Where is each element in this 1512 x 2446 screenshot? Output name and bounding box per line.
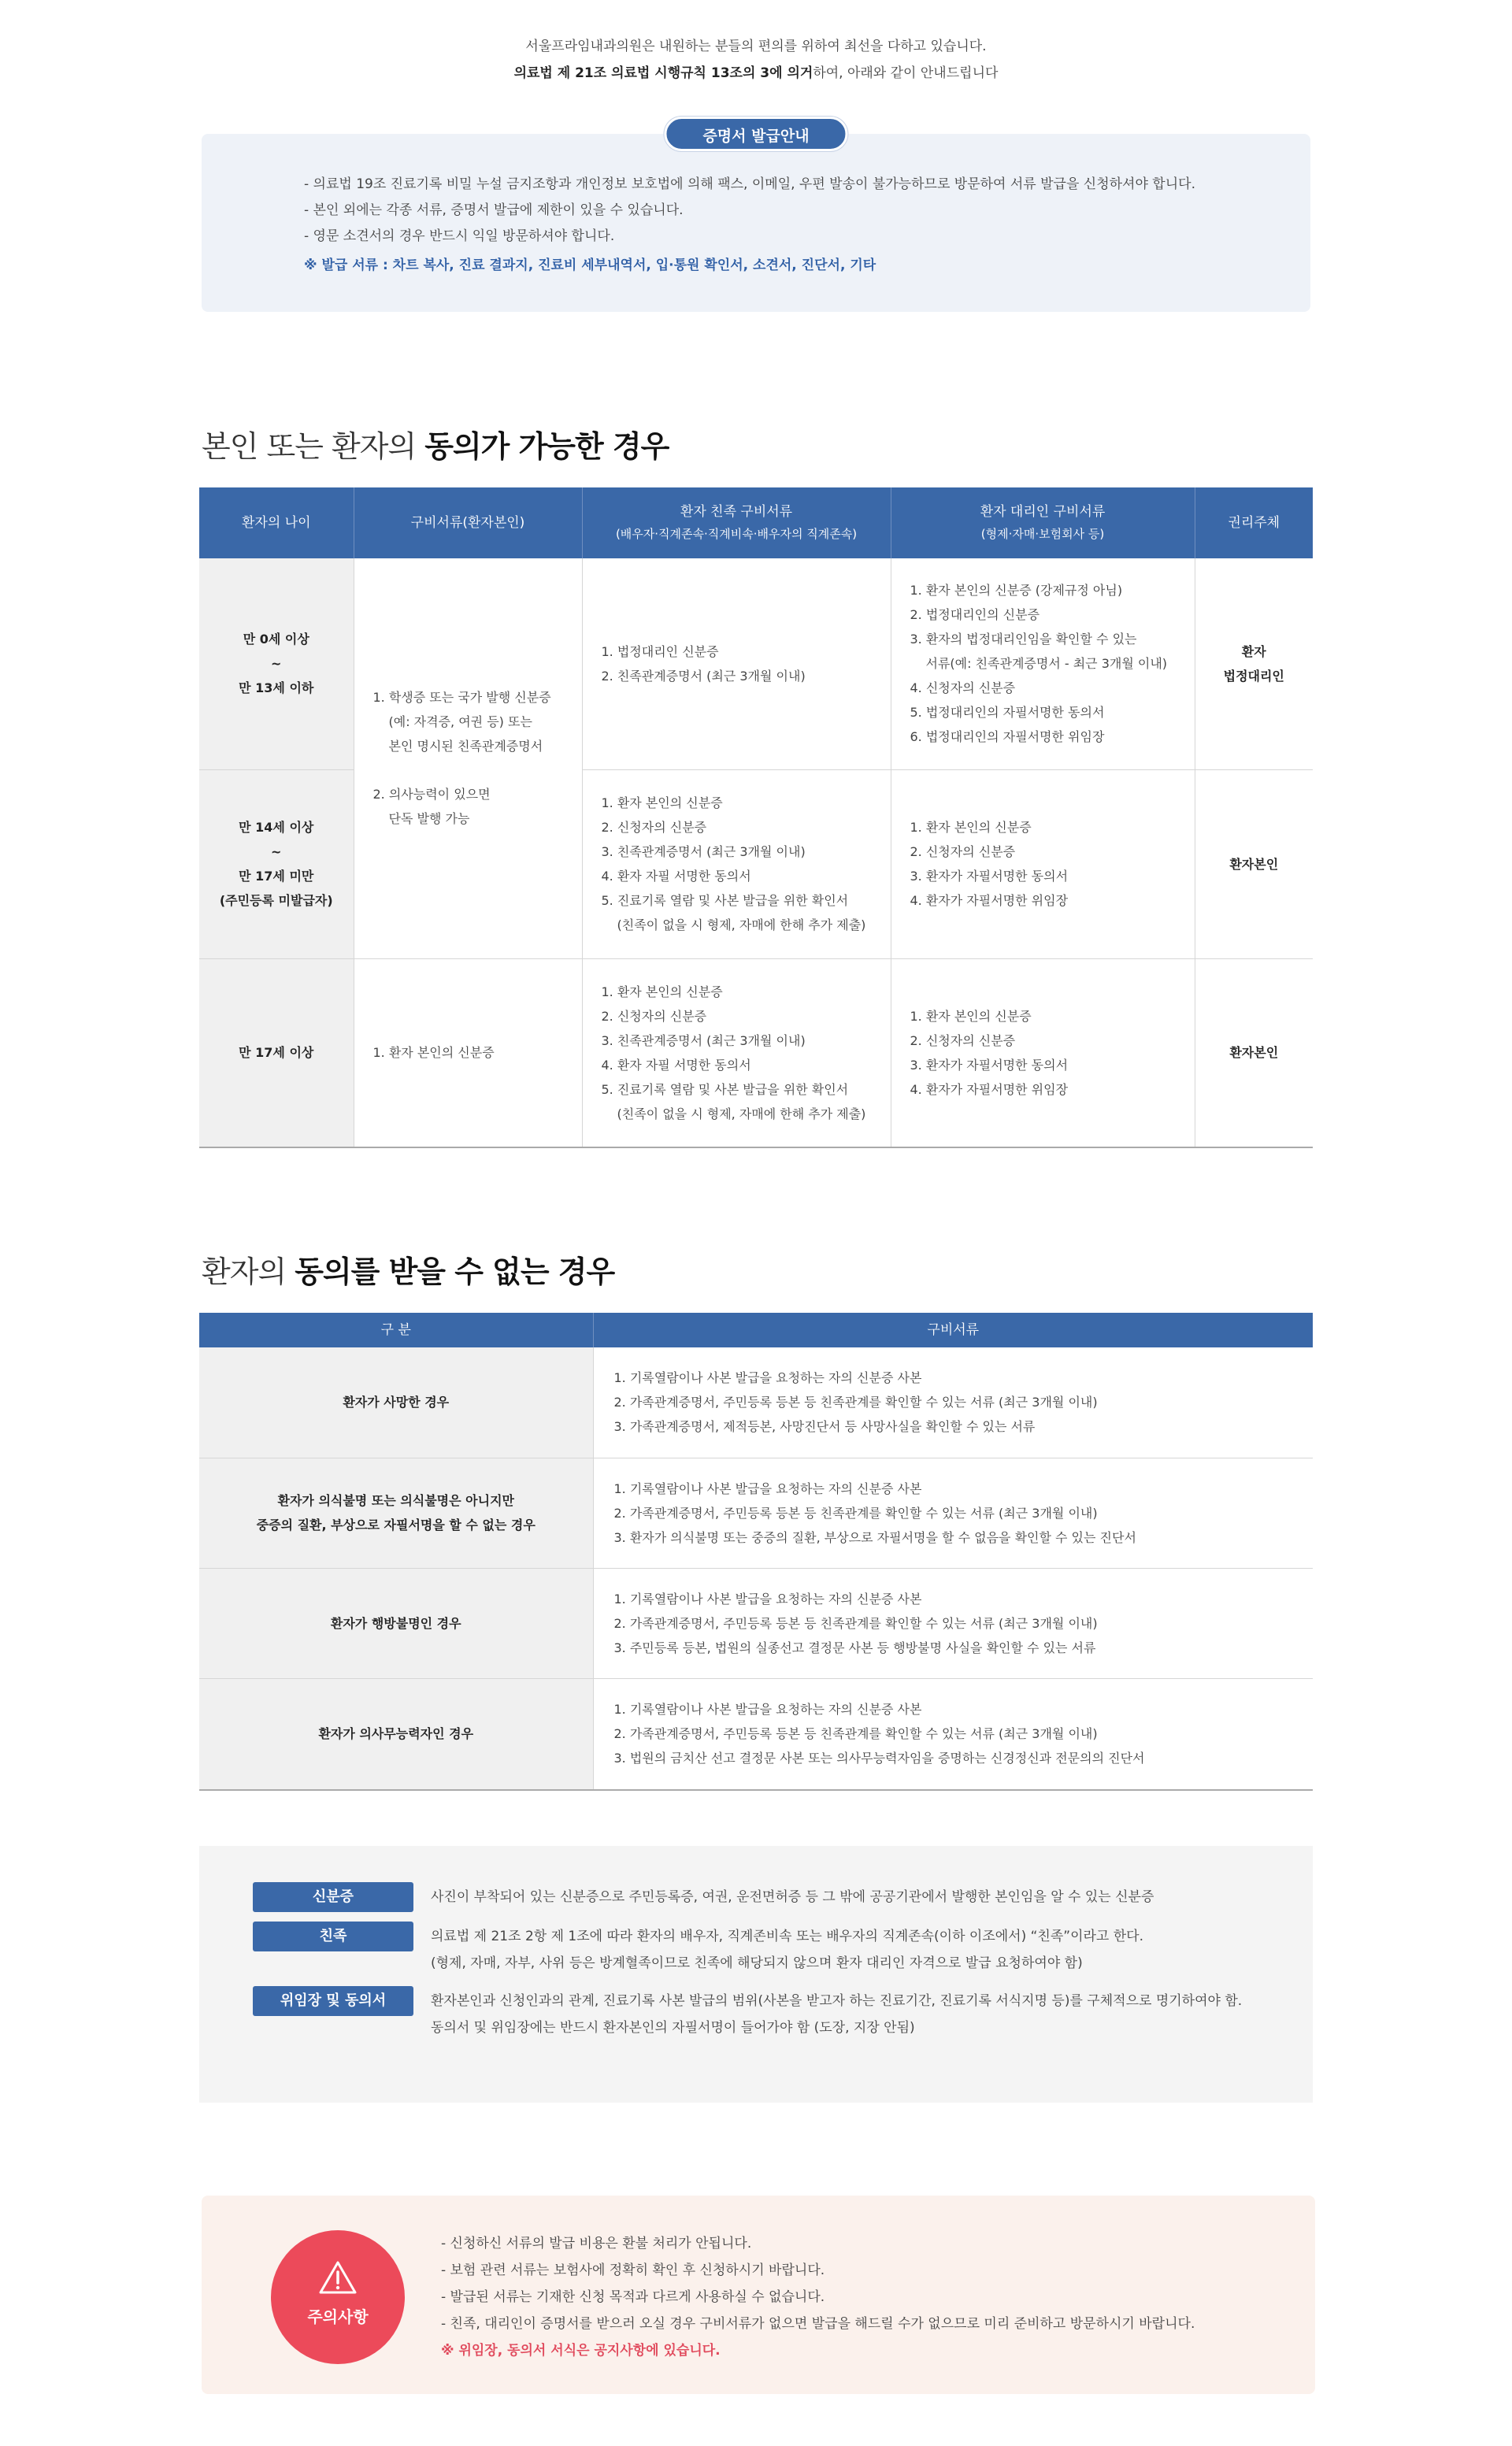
page (197, 0, 1315, 2394)
th-holder: 권리주체 (1195, 487, 1313, 558)
age-line: ~ (271, 844, 282, 859)
doc-line: 단독 발행 가능 (388, 811, 470, 827)
doc-line: 4. 환자 자필 서명한 동의서 (601, 1057, 751, 1073)
definition-line: 환자본인과 신청인과의 관계, 진료기록 사본 발급의 범위(사본을 받고자 하는 진료기간, 진료기록 서식지명 등)를 구체적으로 명기하여야 함. (431, 1993, 1243, 2009)
th-agent-docs-main: 환자 대리인 구비서류 (980, 504, 1106, 520)
th-family-docs-sub: (배우자·직계존속·직계비속·배우자의 직계존속) (615, 527, 858, 541)
age-line: 만 17세 미만 (239, 869, 314, 884)
doc-line: 5. 진료기록 열람 및 사본 발급을 위한 확인서 (601, 1081, 849, 1097)
consent-impossible-table (199, 1313, 1313, 1791)
caution-item: - 신청하신 서류의 발급 비용은 환불 처리가 안됩니다. (441, 2236, 752, 2251)
definition-row (253, 1986, 1313, 2041)
notice-tab: 증명서 발급안내 (664, 117, 847, 151)
holder-cell: 환자본인 (1195, 769, 1313, 958)
table-header-row (199, 487, 1313, 558)
doc-line: 3. 환자가 자필서명한 동의서 (910, 869, 1069, 884)
definition-line: 의료법 제 21조 2항 제 1조에 따라 환자의 배우자, 직계존비속 또는 배우자의 직계존속(이하 이조에서) “친족”이라고 한다. (431, 1929, 1143, 1944)
th-self-docs: 구비서류(환자본인) (354, 487, 582, 558)
docs-cell (593, 1347, 1313, 1458)
section1-title (197, 422, 1315, 465)
age-cell (199, 558, 354, 769)
th-age: 환자의 나이 (199, 487, 354, 558)
self-docs-cell (354, 558, 582, 958)
notice-item: - 영문 소견서의 경우 반드시 익일 방문하셔야 합니다. (304, 228, 615, 244)
definition-line: 동의서 및 위임장에는 반드시 환자본인의 자필서명이 들어가야 함 (도장, 지장 안됨) (431, 2020, 915, 2036)
holder-line: 환자 (1241, 643, 1266, 659)
doc-line: 4. 환자 자필 서명한 동의서 (601, 869, 751, 884)
th-agent-docs (891, 487, 1195, 558)
th-agent-docs-sub: (형제·자매·보험회사 등) (980, 527, 1105, 541)
notice-item: - 의료법 19조 진료기록 비밀 누설 금지조항과 개인정보 보호법에 의해 팩스, 이메일, 우편 발송이 불가능하므로 방문하여 서류 발급을 신청하셔야 합니다. (304, 176, 1195, 192)
definition-line: 사진이 부착되어 있는 신분증으로 주민등록증, 여권, 운전면허증 등 그 밖에 공공기관에서 발행한 본인임을 알 수 있는 신분증 (431, 1889, 1154, 1905)
doc-line: 2. 신청자의 신분증 (601, 1008, 707, 1024)
doc-line: 4. 신청자의 신분증 (910, 680, 1016, 696)
caution-box (202, 2196, 1315, 2394)
intro-line2 (197, 60, 1315, 87)
doc-line: 5. 법정대리인의 자필서명한 동의서 (910, 705, 1105, 721)
definitions-box (199, 1846, 1313, 2103)
table-row (199, 1347, 1313, 1458)
caution-badge (271, 2230, 405, 2364)
doc-line: 3. 환자의 법정대리인임을 확인할 수 있는 (910, 632, 1137, 647)
family-docs-cell (582, 769, 891, 958)
doc-line: 3. 법원의 금치산 선고 결정문 사본 또는 의사무능력자임을 증명하는 신경정신과 전문의의 진단서 (613, 1751, 1145, 1766)
definition-label: 친족 (253, 1922, 413, 1951)
section1-title-bold: 동의가 가능한 경우 (424, 429, 669, 464)
doc-line: 3. 가족관계증명서, 제적등본, 사망진단서 등 사망사실을 확인할 수 있는 서류 (613, 1419, 1036, 1435)
intro-line1: 서울프라임내과의원은 내원하는 분들의 편의를 위하여 최선을 다하고 있습니다. (525, 39, 987, 54)
caution-item: - 친족, 대리인이 증명서를 받으러 오실 경우 구비서류가 없으면 발급을 해드릴 수가 없으므로 미리 준비하고 방문하시기 바랍니다. (441, 2316, 1195, 2332)
doc-line: 2. 법정대리인의 신분증 (910, 607, 1040, 623)
caution-item: - 발급된 서류는 기재한 신청 목적과 다르게 사용하실 수 없습니다. (441, 2289, 825, 2305)
doc-line: 2. 신청자의 신분증 (910, 1032, 1016, 1048)
family-docs-cell (582, 558, 891, 769)
caution-list (441, 2230, 1315, 2364)
docs-cell (593, 1678, 1313, 1790)
table-row (199, 1678, 1313, 1790)
age-line: 만 14세 이상 (239, 820, 314, 835)
doc-line: 2. 가족관계증명서, 주민등록 등본 등 친족관계를 확인할 수 있는 서류 (최근 3개월 이내) (613, 1615, 1098, 1631)
doc-line: 1. 기록열람이나 사본 발급을 요청하는 자의 신분증 사본 (613, 1591, 922, 1607)
definition-row (253, 1882, 1313, 1912)
doc-line: (친족이 없을 시 형제, 자매에 한해 추가 제출) (617, 917, 866, 932)
doc-line: (예: 자격증, 여권 등) 또는 (388, 714, 532, 730)
doc-line: 4. 환자가 자필서명한 위임장 (910, 1081, 1069, 1097)
doc-line: 2. 가족관계증명서, 주민등록 등본 등 친족관계를 확인할 수 있는 서류 (최근 3개월 이내) (613, 1505, 1098, 1521)
notice-list (304, 172, 1310, 279)
doc-line: 3. 환자가 자필서명한 동의서 (910, 1057, 1069, 1073)
doc-line: 1. 기록열람이나 사본 발급을 요청하는 자의 신분증 사본 (613, 1481, 922, 1496)
doc-line: 3. 친족관계증명서 (최근 3개월 이내) (601, 1032, 806, 1048)
doc-line: 5. 진료기록 열람 및 사본 발급을 위한 확인서 (601, 893, 849, 908)
holder-cell (1195, 558, 1313, 769)
holder-cell: 환자본인 (1195, 958, 1313, 1147)
caution-label: 주의사항 (307, 2307, 369, 2326)
doc-line: 1. 기록열람이나 사본 발급을 요청하는 자의 신분증 사본 (613, 1702, 922, 1718)
category-cell: 환자가 의사무능력자인 경우 (199, 1678, 593, 1790)
age-cell (199, 769, 354, 958)
self-docs-cell: 1. 환자 본인의 신분증 (354, 958, 582, 1147)
agent-docs-cell (891, 558, 1195, 769)
section2-title-bold: 동의를 받을 수 없는 경우 (295, 1255, 615, 1289)
certificate-notice-box (202, 128, 1310, 312)
category-line: 중증의 질환, 부상으로 자필서명을 할 수 없는 경우 (256, 1518, 536, 1532)
doc-line: 2. 가족관계증명서, 주민등록 등본 등 친족관계를 확인할 수 있는 서류 (최근 3개월 이내) (613, 1726, 1098, 1742)
doc-line: 2. 친족관계증명서 (최근 3개월 이내) (601, 668, 806, 684)
caution-item: - 보험 관련 서류는 보험사에 정확히 확인 후 신청하시기 바랍니다. (441, 2263, 825, 2278)
doc-line: 3. 친족관계증명서 (최근 3개월 이내) (601, 844, 806, 859)
docs-cell (593, 1568, 1313, 1678)
doc-line: 3. 주민등록 등본, 법원의 실종선고 결정문 사본 등 행방불명 사실을 확인할 수 있는 서류 (613, 1640, 1096, 1655)
age-line: 만 0세 이상 (243, 632, 309, 647)
doc-line: 1. 환자 본인의 신분증 (601, 795, 723, 810)
th-docs: 구비서류 (593, 1313, 1313, 1347)
definition-label: 신분증 (253, 1882, 413, 1912)
definition-text (431, 1882, 1154, 1910)
section1-title-light: 본인 또는 환자의 (202, 429, 425, 464)
doc-line: 4. 환자가 자필서명한 위임장 (910, 893, 1069, 908)
th-family-docs (582, 487, 891, 558)
doc-line: 1. 환자 본인의 신분증 (910, 820, 1032, 835)
doc-line: 1. 학생증 또는 국가 발행 신분증 (372, 690, 551, 706)
category-cell: 환자가 사망한 경우 (199, 1347, 593, 1458)
table-row (199, 1458, 1313, 1568)
doc-line: 서류(예: 친족관계증명서 - 최근 3개월 이내) (925, 656, 1168, 672)
table-row (199, 958, 1313, 1147)
table-row (199, 1568, 1313, 1678)
warning-icon (318, 2260, 358, 2295)
table-row (199, 558, 1313, 769)
doc-line: 2. 신청자의 신분증 (910, 844, 1016, 859)
doc-line: 1. 법정대리인 신분증 (601, 643, 719, 659)
th-family-docs-main: 환자 친족 구비서류 (680, 504, 793, 520)
section2-title-light: 환자의 (202, 1255, 295, 1289)
doc-line: (친족이 없을 시 형제, 자매에 한해 추가 제출) (617, 1106, 866, 1121)
doc-line: 2. 신청자의 신분증 (601, 820, 707, 835)
age-line: (주민등록 미발급자) (219, 893, 333, 908)
intro (197, 0, 1315, 87)
category-line: 환자가 의식불명 또는 의식불명은 아니지만 (277, 1493, 514, 1508)
agent-docs-cell (891, 769, 1195, 958)
definition-label: 위임장 및 동의서 (253, 1986, 413, 2016)
agent-docs-cell (891, 958, 1195, 1147)
caution-form-note: ※ 위임장, 동의서 서식은 공지사항에 있습니다. (441, 2343, 721, 2359)
doc-line: 2. 의사능력이 있으면 (372, 787, 491, 802)
table-header-row (199, 1313, 1313, 1347)
doc-line: 본인 명시된 친족관계증명서 (388, 739, 543, 754)
section2-title (197, 1247, 1315, 1291)
holder-line: 법정대리인 (1223, 668, 1284, 684)
notice-issued-docs: ※ 발급 서류 : 차트 복사, 진료 결과지, 진료비 세부내역서, 입·통원 확인서, 소견서, 진단서, 기타 (304, 258, 876, 273)
age-line: 만 13세 이하 (239, 680, 314, 696)
family-docs-cell (582, 958, 891, 1147)
doc-line: 6. 법정대리인의 자필서명한 위임장 (910, 729, 1105, 745)
age-line: ~ (271, 656, 282, 672)
doc-line: 1. 환자 본인의 신분증 (910, 1008, 1032, 1024)
definition-line: (형제, 자매, 자부, 사위 등은 방계혈족이므로 친족에 해당되지 않으며 환자 대리인 자격으로 발급 요청하여야 함) (431, 1955, 1083, 1971)
definition-row (253, 1922, 1313, 1977)
notice-item: - 본인 외에는 각종 서류, 증명서 발급에 제한이 있을 수 있습니다. (304, 202, 684, 218)
intro-line2-rest: 하여, 아래와 같이 안내드립니다 (813, 65, 999, 81)
th-category: 구 분 (199, 1313, 593, 1347)
doc-line: 1. 기록열람이나 사본 발급을 요청하는 자의 신분증 사본 (613, 1370, 922, 1386)
definition-text (431, 1922, 1143, 1977)
doc-line: 2. 가족관계증명서, 주민등록 등본 등 친족관계를 확인할 수 있는 서류 (최근 3개월 이내) (613, 1395, 1098, 1410)
doc-line: 1. 환자 본인의 신분증 (강제규정 아님) (910, 583, 1123, 599)
consent-possible-table (199, 487, 1313, 1148)
age-cell: 만 17세 이상 (199, 958, 354, 1147)
category-cell: 환자가 행방불명인 경우 (199, 1568, 593, 1678)
docs-cell (593, 1458, 1313, 1568)
intro-law-ref: 의료법 제 21조 의료법 시행규칙 13조의 3에 의거 (513, 65, 813, 81)
doc-line: 3. 환자가 의식불명 또는 중증의 질환, 부상으로 자필서명을 할 수 없음을 확인할 수 있는 진단서 (613, 1529, 1136, 1545)
doc-line: 1. 환자 본인의 신분증 (601, 984, 723, 999)
category-cell (199, 1458, 593, 1568)
definition-text (431, 1986, 1242, 2041)
